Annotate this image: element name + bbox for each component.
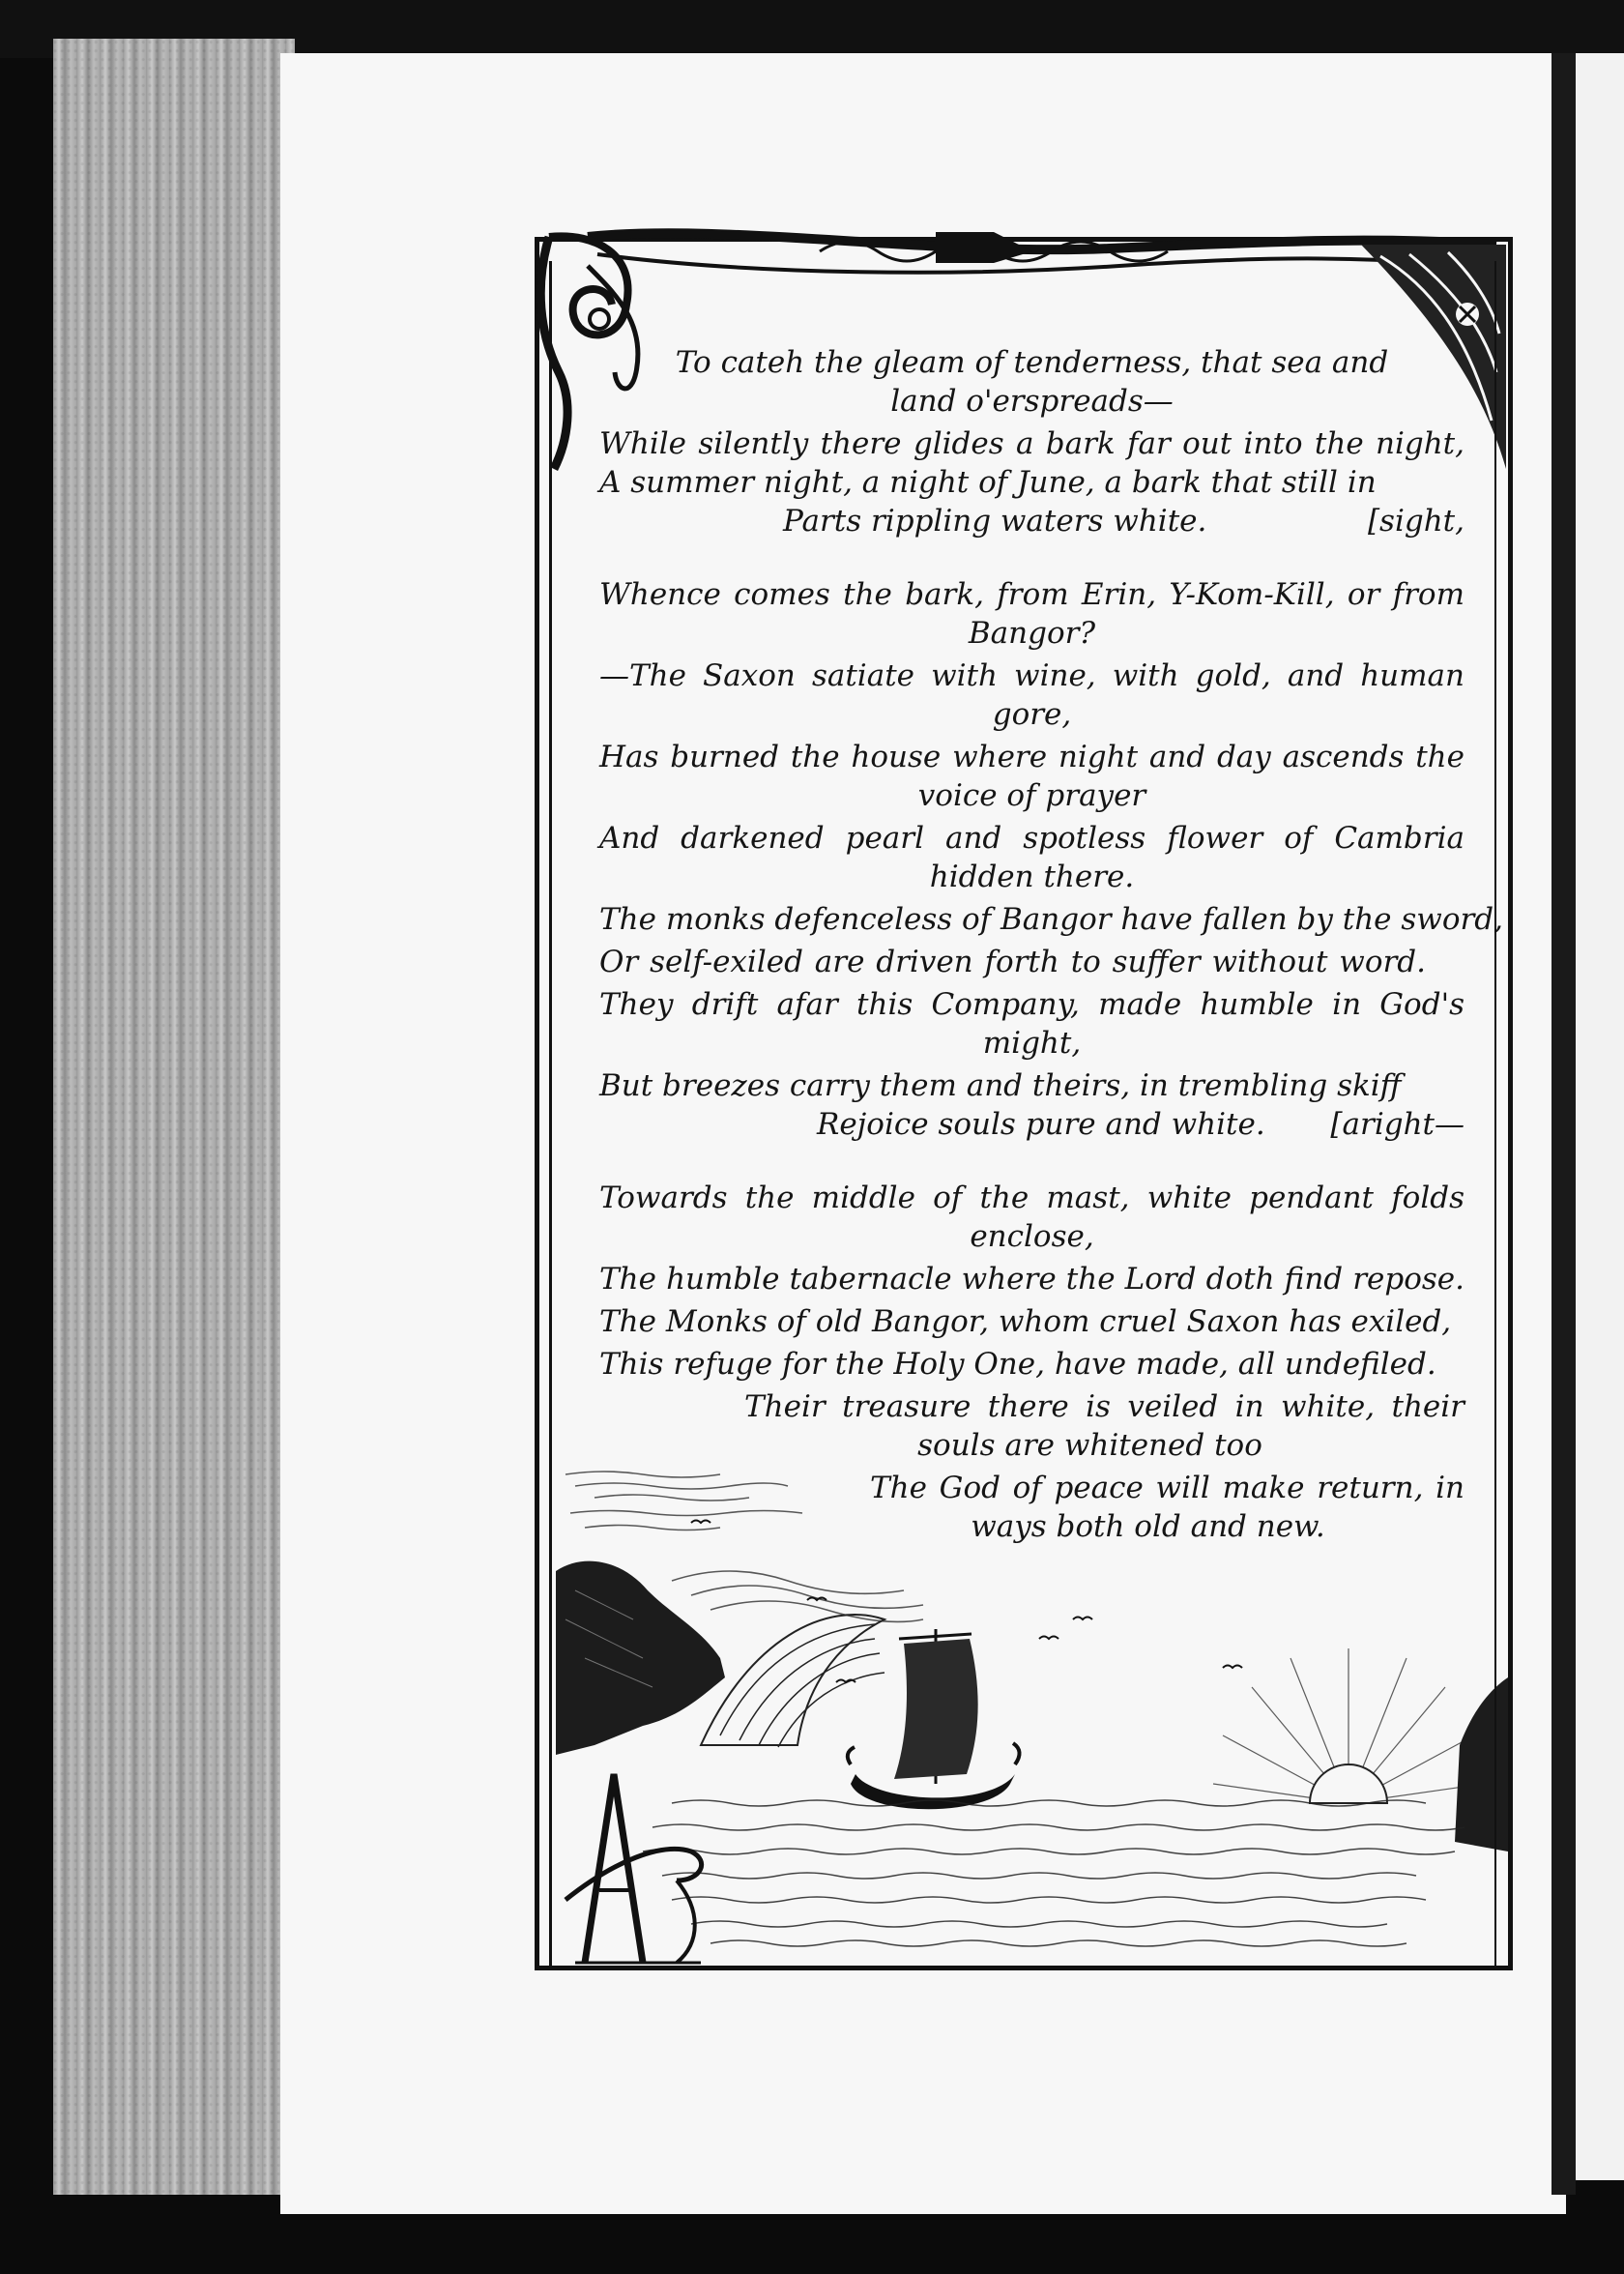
book-binding xyxy=(1552,53,1576,2195)
facing-page-edge xyxy=(1576,53,1624,2180)
poem-line: ways both old and new. xyxy=(971,1509,1325,1544)
poem-line: A summer night, a night of June, a bark that still in xyxy=(599,465,1377,500)
poem-line: The Monks of old Bangor, whom cruel Saxon has exiled, xyxy=(599,1304,1452,1339)
poem-line: And darkened pearl and spotless flower of Cambria xyxy=(599,821,1464,856)
poem-line-turnover: [sight, xyxy=(1367,504,1464,539)
poem-line: Bangor? xyxy=(968,616,1096,651)
poem-line: souls are whitened too xyxy=(917,1428,1262,1463)
poem-line-turnover: [aright— xyxy=(1330,1107,1464,1142)
poem-line: While silently there glides a bark far out into the night, xyxy=(599,426,1464,461)
poem-line: land o'erspreads— xyxy=(890,384,1174,419)
poem-line: enclose, xyxy=(970,1219,1094,1254)
poem-line: Parts rippling waters white. xyxy=(783,504,1207,539)
poem-line: The monks defenceless of Bangor have fallen by the sword, xyxy=(599,902,1503,937)
scan-bottom-edge xyxy=(0,2214,1624,2274)
poem-line: Rejoice souls pure and white. xyxy=(817,1107,1265,1142)
poem-line: might, xyxy=(982,1026,1082,1061)
poem-line: gore, xyxy=(992,697,1072,732)
poem-line: They drift afar this Company, made humble in God's xyxy=(599,987,1464,1022)
poem-line: Their treasure there is veiled in white, their xyxy=(744,1389,1464,1424)
poem-line: But breezes carry them and theirs, in trembling skiff xyxy=(599,1068,1402,1103)
poem-line: To cateh the gleam of tenderness, that sea and xyxy=(675,345,1389,380)
poem-line: voice of prayer xyxy=(917,778,1146,813)
poem-line: Whence comes the bark, from Erin, Y-Kom-Kill, or from xyxy=(599,577,1464,612)
poem-line: hidden there. xyxy=(929,860,1135,894)
ornamental-border-inner xyxy=(549,261,1503,1968)
book-page-edges xyxy=(53,39,295,2195)
poem-line: —The Saxon satiate with wine, with gold, and human xyxy=(599,658,1464,693)
poem-line: Or self-exiled are driven forth to suffer without word. xyxy=(599,945,1426,979)
poem-line: The humble tabernacle where the Lord doth find repose. xyxy=(599,1262,1464,1297)
poem-line: Towards the middle of the mast, white pendant folds xyxy=(599,1181,1464,1215)
poem-line: Has burned the house where night and day ascends the xyxy=(599,740,1464,774)
poem-line: The God of peace will make return, in xyxy=(870,1471,1464,1505)
poem-line: This refuge for the Holy One, have made, all undefiled. xyxy=(599,1347,1436,1382)
